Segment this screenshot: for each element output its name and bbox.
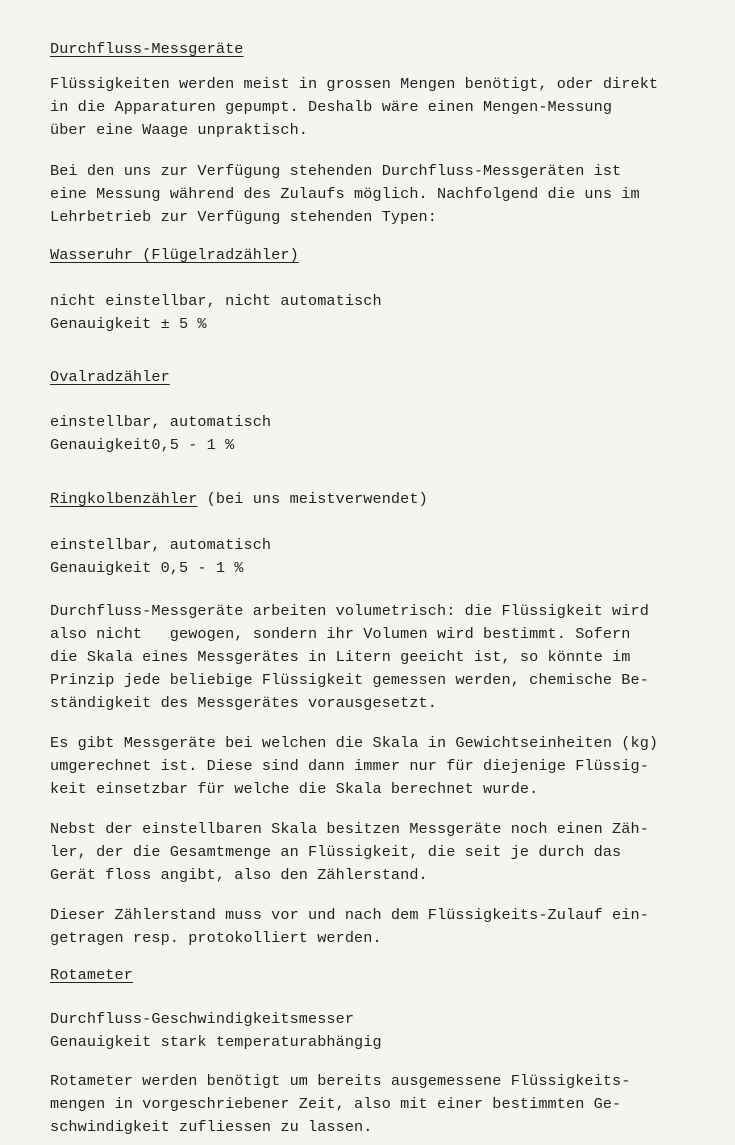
- page-title: Durchfluss-Messgeräte: [50, 40, 244, 58]
- heading-ringkolben-row: [50, 488, 428, 510]
- volumetric-line-2: also nicht gewogen, sondern ihr Volumen wird bestimmt. Sofern: [50, 625, 631, 643]
- protocol-line-2: getragen resp. protokolliert werden.: [50, 929, 382, 947]
- volumetric-line-5: ständigkeit des Messgerätes vorausgesetzt.: [50, 694, 437, 712]
- rotameter-line-2: Genauigkeit stark temperaturabhängig: [50, 1033, 382, 1051]
- weight-line-1: Es gibt Messgeräte bei welchen die Skala in Gewichtseinheiten (kg): [50, 734, 659, 752]
- counter-line-1: Nebst der einstellbaren Skala besitzen Messgeräte noch einen Zäh-: [50, 820, 649, 838]
- protocol-line-1: Dieser Zählerstand muss vor und nach dem Flüssigkeits-Zulauf ein-: [50, 906, 649, 924]
- rotameter-text-line-2: mengen in vorgeschriebener Zeit, also mit einer bestimmten Ge-: [50, 1095, 622, 1113]
- ovalrad-line-1: einstellbar, automatisch: [50, 413, 272, 431]
- counter-line-2: ler, der die Gesamtmenge an Flüssigkeit, die seit je durch das: [50, 843, 622, 861]
- heading-ovalradzaehler: Ovalradzähler: [50, 368, 170, 386]
- wasseruhr-line-2: Genauigkeit ± 5 %: [50, 315, 207, 333]
- volumetric-line-3: die Skala eines Messgerätes in Litern geeicht ist, so könnte im: [50, 648, 631, 666]
- ringkolben-line-1: einstellbar, automatisch: [50, 536, 272, 554]
- wasseruhr-line-1: nicht einstellbar, nicht automatisch: [50, 292, 382, 310]
- intro-line-2: in die Apparaturen gepumpt. Deshalb wäre einen Mengen-Messung: [50, 98, 613, 116]
- volumetric-line-4: Prinzip jede beliebige Flüssigkeit gemessen werden, chemische Be-: [50, 671, 649, 689]
- rotameter-line-1: Durchfluss-Geschwindigkeitsmesser: [50, 1010, 355, 1028]
- weight-line-2: umgerechnet ist. Diese sind dann immer nur für diejenige Flüssig-: [50, 757, 649, 775]
- ringkolben-note: (bei uns meistverwendet): [197, 490, 428, 508]
- heading-ringkolbenzaehler: Ringkolbenzähler: [50, 490, 198, 508]
- rotameter-text-line-3: schwindigkeit zufliessen zu lassen.: [50, 1118, 373, 1136]
- rotameter-text-line-1: Rotameter werden benötigt um bereits ausgemessene Flüssigkeits-: [50, 1072, 631, 1090]
- available-line-1: Bei den uns zur Verfügung stehenden Durchfluss-Messgeräten ist: [50, 162, 622, 180]
- heading-wasseruhr: Wasseruhr (Flügelradzähler): [50, 246, 299, 264]
- available-line-3: Lehrbetrieb zur Verfügung stehenden Typen:: [50, 208, 437, 226]
- intro-line-3: über eine Waage unpraktisch.: [50, 121, 308, 139]
- intro-line-1: Flüssigkeiten werden meist in grossen Mengen benötigt, oder direkt: [50, 75, 659, 93]
- ovalrad-line-2: Genauigkeit0,5 - 1 %: [50, 436, 235, 454]
- available-line-2: eine Messung während des Zulaufs möglich. Nachfolgend die uns im: [50, 185, 640, 203]
- heading-rotameter: Rotameter: [50, 966, 133, 984]
- counter-line-3: Gerät floss angibt, also den Zählerstand.: [50, 866, 428, 884]
- volumetric-line-1: Durchfluss-Messgeräte arbeiten volumetrisch: die Flüssigkeit wird: [50, 602, 649, 620]
- weight-line-3: keit einsetzbar für welche die Skala berechnet wurde.: [50, 780, 539, 798]
- ringkolben-line-2: Genauigkeit 0,5 - 1 %: [50, 559, 244, 577]
